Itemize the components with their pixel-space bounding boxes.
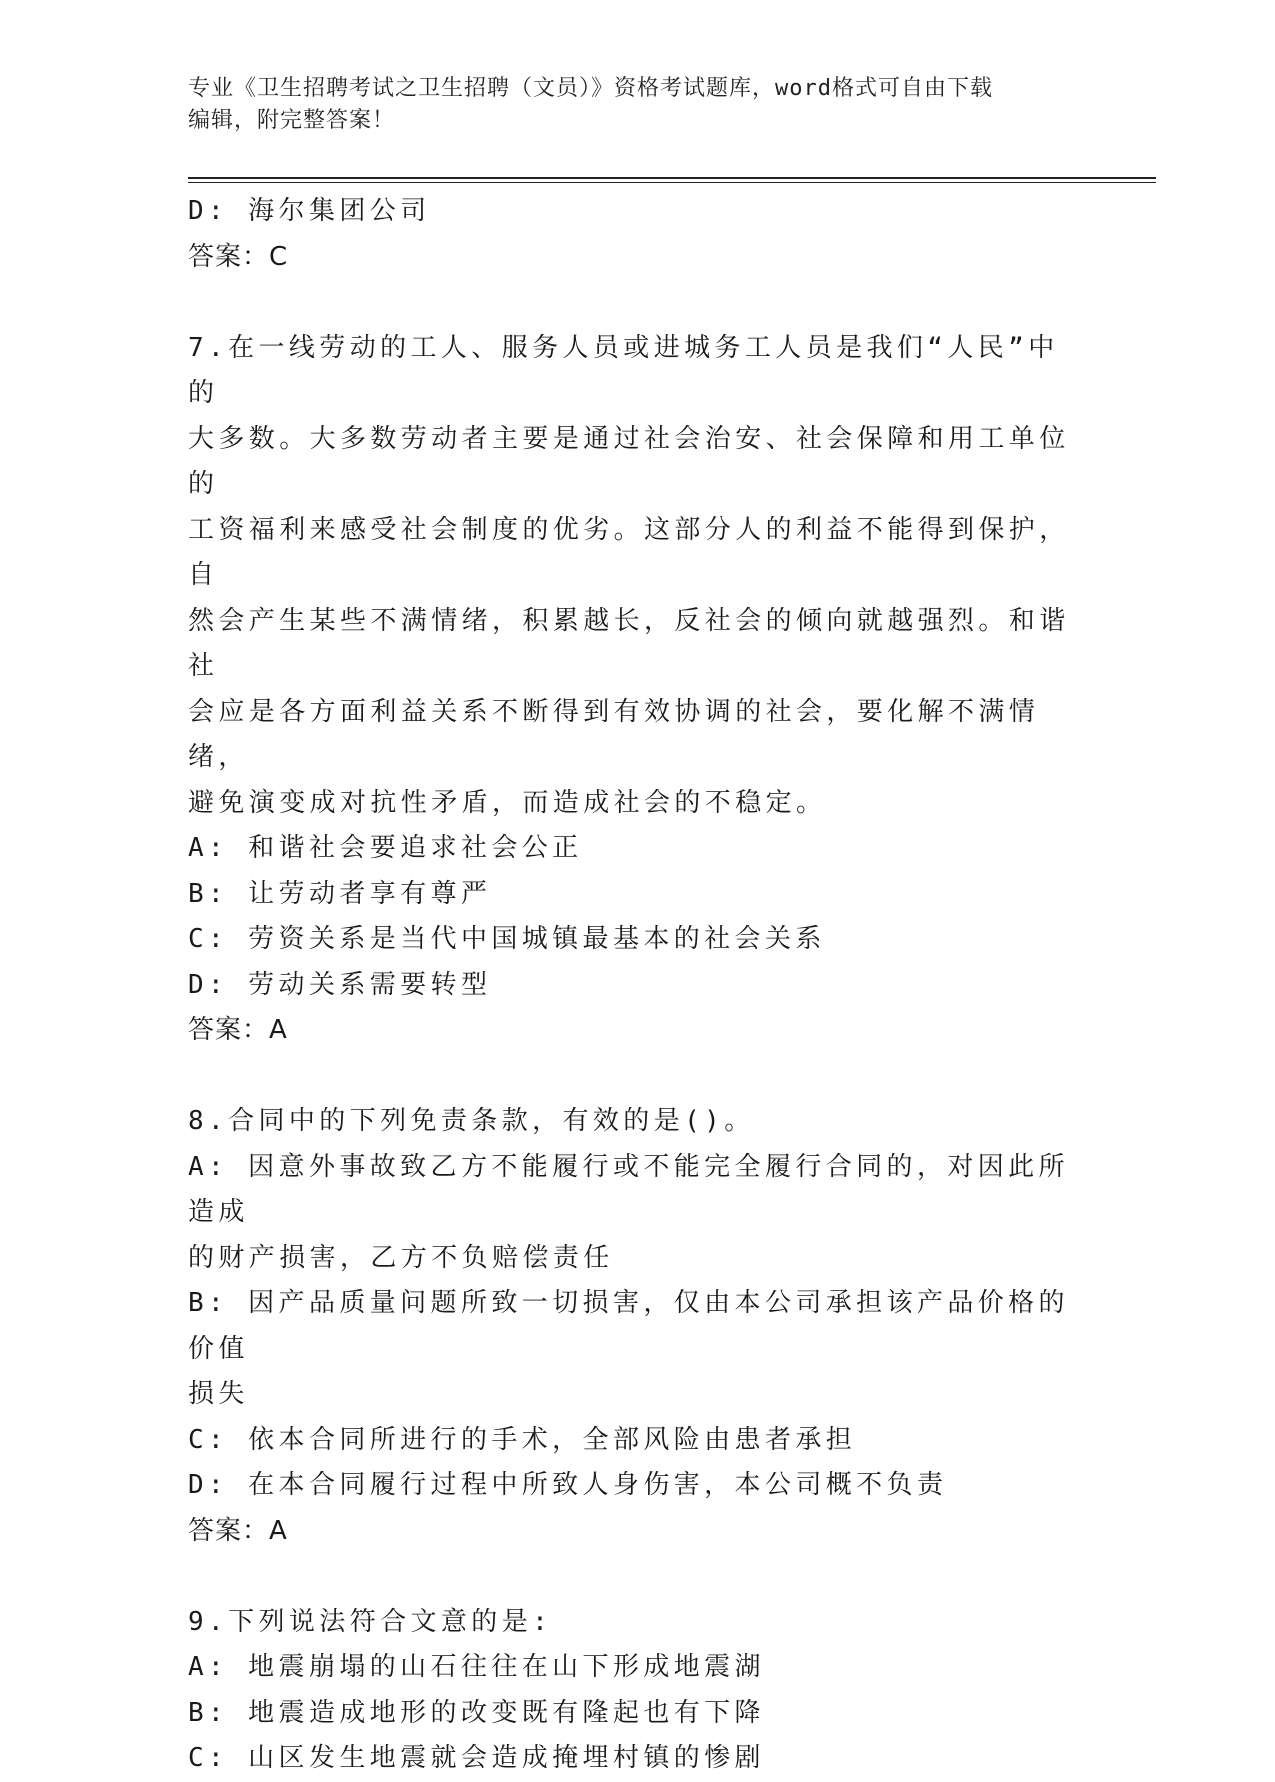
spacer [188, 1054, 1088, 1100]
page-header [188, 73, 1068, 137]
question-content [188, 189, 1088, 1782]
header-rule-thin [188, 182, 1156, 183]
q8-option-a-line-1: A: 因意外事故致乙方不能履行或不能完全履行合同的，对因此所造成 [188, 1151, 1069, 1227]
q7-stem-line: 工资福利来感受社会制度的优劣。这部分人的利益不能得到保护，自 [188, 514, 1070, 590]
q7-option-a: A: 和谐社会要追求社会公正 [188, 833, 583, 863]
header-title-line-1: 专业《卫生招聘考试之卫生招聘（文员）》资格考试题库，word格式可自由下载 [188, 76, 993, 101]
q9-stem: 9.下列说法符合文意的是: [188, 1606, 553, 1637]
question-7 [188, 326, 1088, 1054]
q8-option-c: C: 依本合同所进行的手术，全部风险由患者承担 [188, 1424, 857, 1455]
spacer [188, 280, 1088, 326]
q8-option-b-line-2: 损失 [188, 1379, 249, 1409]
q7-stem-line: 大多数。大多数劳动者主要是通过社会治安、社会保障和用工单位的 [188, 423, 1070, 499]
q7-stem-line: 避免演变成对抗性矛盾，而造成社会的不稳定。 [188, 787, 827, 818]
q8-stem: 8.合同中的下列免责条款，有效的是()。 [188, 1106, 755, 1136]
q9-option-a: A: 地震崩塌的山石往往在山下形成地震湖 [188, 1652, 765, 1682]
spacer [188, 1554, 1088, 1600]
q8-answer: 答案：A [188, 1515, 288, 1546]
prev-option-d: D: 海尔集团公司 [188, 196, 431, 226]
q9-option-c: C: 山区发生地震就会造成掩埋村镇的惨剧 [188, 1743, 765, 1773]
header-rule-thick [188, 177, 1156, 179]
question-8 [188, 1099, 1088, 1554]
q7-stem-line: 7.在一线劳动的工人、服务人员或进城务工人员是我们“人民”中的 [188, 332, 1059, 408]
q8-option-a-line-2: 的财产损害，乙方不负赔偿责任 [188, 1242, 614, 1273]
q7-option-c: C: 劳资关系是当代中国城镇最基本的社会关系 [188, 924, 826, 954]
q8-option-d: D: 在本合同履行过程中所致人身伤害，本公司概不负责 [188, 1470, 948, 1500]
q7-option-b: B: 让劳动者享有尊严 [188, 878, 492, 909]
header-title-line-2: 编辑，附完整答案！ [188, 108, 396, 133]
q7-option-d: D: 劳动关系需要转型 [188, 969, 492, 1000]
q9-option-b: B: 地震造成地形的改变既有隆起也有下降 [188, 1697, 765, 1728]
q7-answer: 答案：A [188, 1015, 288, 1045]
q7-stem-line: 会应是各方面利益关系不断得到有效协调的社会，要化解不满情绪， [188, 696, 1040, 772]
q8-option-b-line-1: B: 因产品质量问题所致一切损害，仅由本公司承担该产品价格的价值 [188, 1288, 1069, 1364]
q7-stem-line: 然会产生某些不满情绪，积累越长，反社会的倾向就越强烈。和谐社 [188, 605, 1070, 681]
prev-answer: 答案：C [188, 241, 289, 272]
question-9 [188, 1600, 1088, 1782]
